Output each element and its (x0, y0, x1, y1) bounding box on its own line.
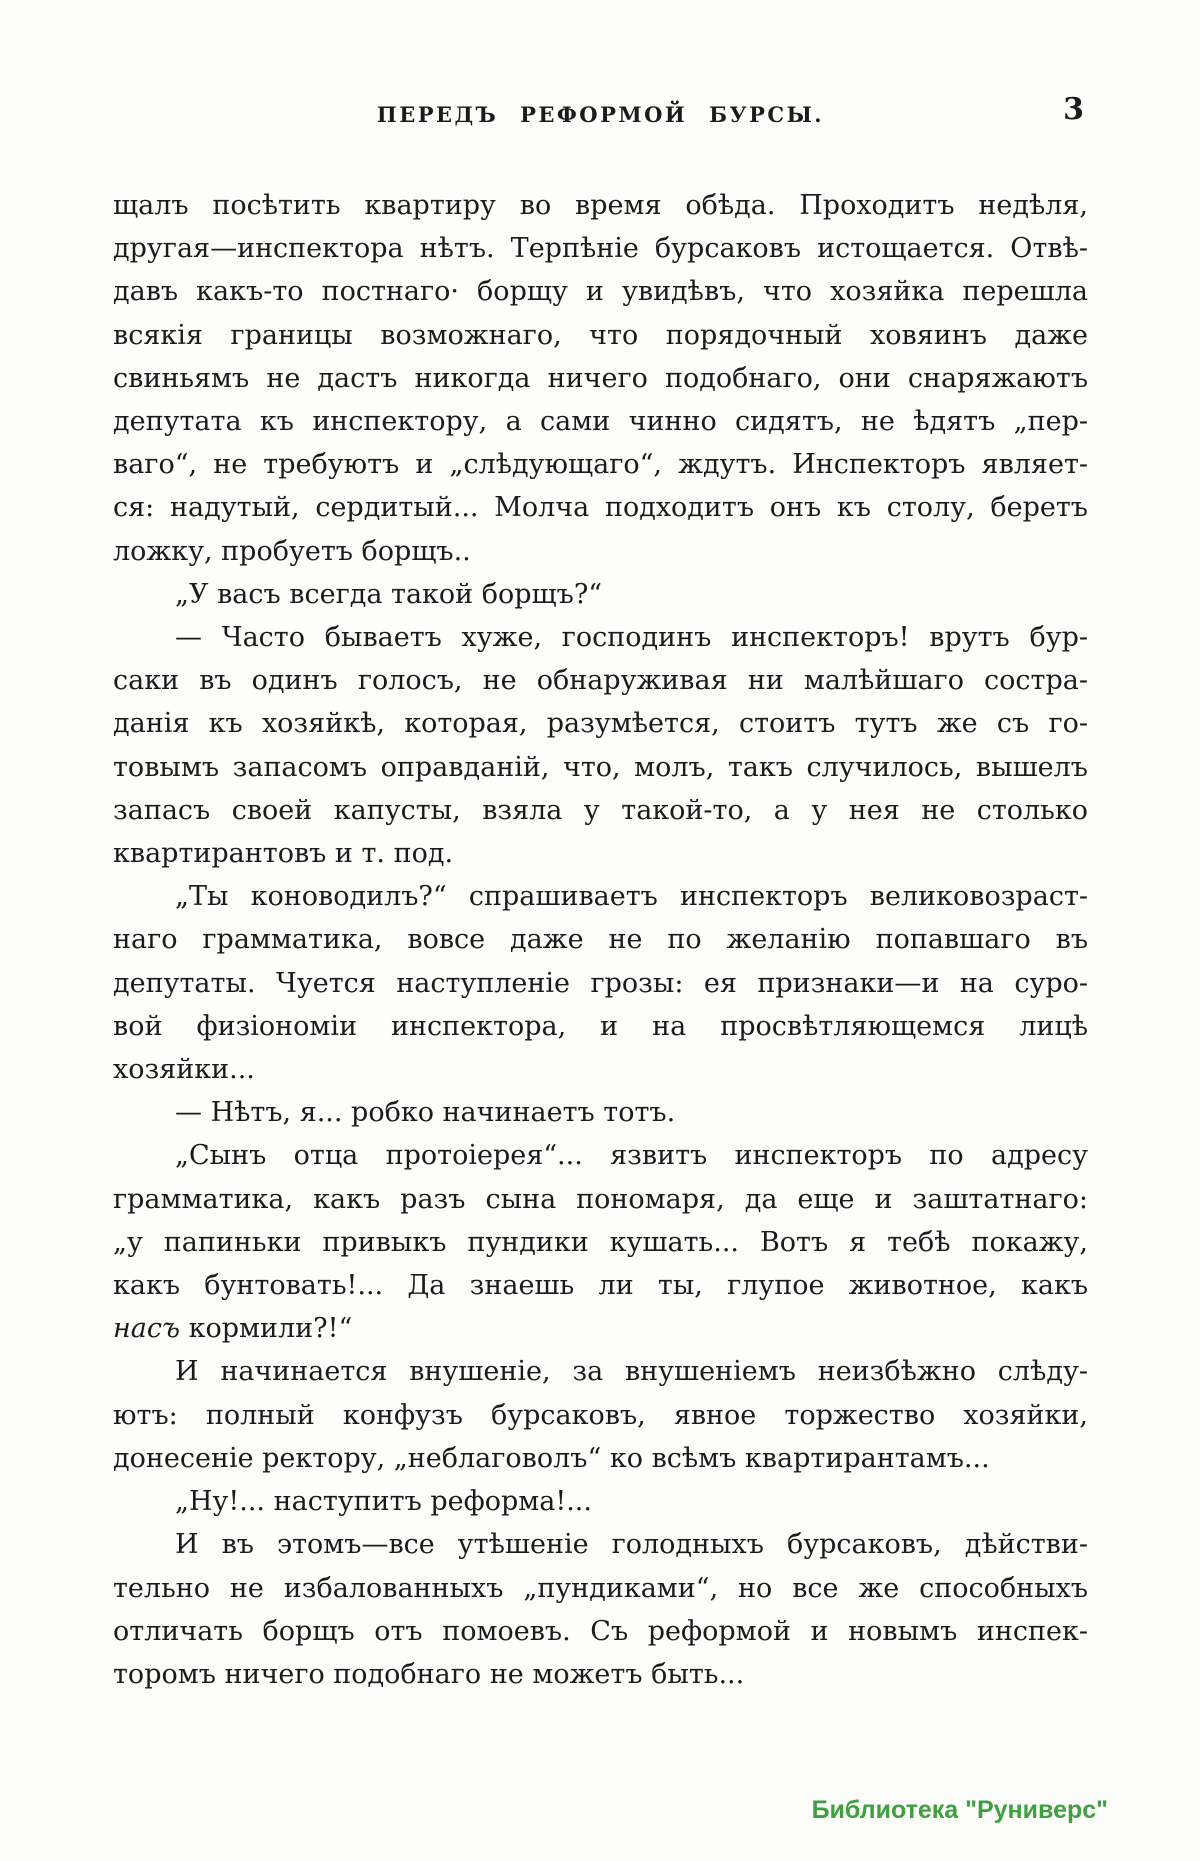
text-line: — Нѣтъ, я... робко начинаетъ тотъ. (175, 1097, 676, 1129)
text-line: депутаты. Чуется наступленіе грозы: ея признаки—и на суро- (113, 967, 1088, 999)
page-header (113, 92, 1088, 138)
text-line: торомъ ничего подобнаго не можетъ быть... (113, 1658, 745, 1690)
text-line: другая—инспектора нѣтъ. Терпѣніе бурсаковъ истощается. Отвѣ- (113, 233, 1088, 265)
text-line: хозяйки... (113, 1054, 255, 1086)
text-line: наго грамматика, вовсе даже не по желанію попавшаго въ (113, 924, 1088, 956)
text-line: отличать борщъ отъ помоевъ. Съ реформой и новымъ инспек- (113, 1615, 1088, 1647)
text-line: И въ этомъ—все утѣшеніе голодныхъ бурсаковъ, дѣйстви- (175, 1529, 1088, 1561)
text-line: ложку, пробуетъ борщъ.. (113, 535, 471, 567)
text-line: всякія границы возможнаго, что порядочный ховяинъ даже (113, 319, 1088, 351)
text-line: запасъ своей капусты, взяла у такой-то, а у нея не столько (113, 794, 1088, 826)
text-line: „у папиньки привыкъ пундики кушать... Вотъ я тебѣ покажу, (113, 1226, 1088, 1258)
text-line: товымъ запасомъ оправданій, что, молъ, такъ случилось, вышелъ (113, 751, 1088, 783)
text-line: „У васъ всегда такой борщъ?“ (175, 578, 603, 610)
text-line (113, 1307, 1088, 1350)
body-text (113, 184, 1088, 1696)
text-line: тельно не избалованныхъ „пундиками“, но все же способныхъ (113, 1572, 1088, 1604)
text-line: щалъ посѣтить квартиру во время обѣда. Проходитъ недѣля, (113, 190, 1088, 221)
text-line: грамматика, какъ разъ сына пономаря, да еще и заштатнаго: (113, 1183, 1088, 1215)
text-line: донесеніе ректору, „неблаговолъ“ ко всѣмъ квартирантамъ... (113, 1442, 990, 1474)
text-segment: кормили?!“ (180, 1313, 353, 1345)
library-watermark: Библиотека "Руниверс" (811, 1796, 1108, 1824)
text-line: свиньямъ не дастъ никогда ничего подобнаго, они снаряжаютъ (113, 362, 1088, 394)
text-line: ся: надутый, сердитый... Молча подходитъ онъ къ столу, беретъ (113, 492, 1088, 524)
page-number: 3 (1063, 92, 1084, 127)
text-line: вой физіономіи инспектора, и на просвѣтляющемся лицѣ (113, 1010, 1088, 1042)
text-line: какъ бунтовать!... Да знаешь ли ты, глупое животное, какъ (113, 1270, 1088, 1302)
text-line: „Ты коноводилъ?“ спрашиваетъ инспекторъ великовозраст- (175, 881, 1088, 913)
text-line: квартирантовъ и т. под. (113, 838, 454, 870)
text-line: — Часто бываетъ хуже, господинъ инспекторъ! врутъ бур- (175, 622, 1088, 654)
text-line: данія къ хозяйкѣ, которая, разумѣется, стоитъ тутъ же съ го- (113, 708, 1088, 740)
text-line: „Ну!... наступитъ реформа!... (175, 1486, 592, 1518)
text-line: И начинается внушеніе, за внушеніемъ неизбѣжно слѣду- (175, 1356, 1088, 1388)
text-line: давъ какъ-то постнаго· борщу и увидѣвъ, что хозяйка перешла (113, 276, 1088, 308)
text-line: ютъ: полный конфузъ бурсаковъ, явное торжество хозяйки, (113, 1399, 1088, 1431)
text-line: ваго“, не требуютъ и „слѣдующаго“, ждутъ. Инспекторъ являет- (113, 449, 1088, 481)
running-title: ПЕРЕДЪ РЕФОРМОЙ БУРСЫ. (376, 102, 825, 127)
italic-text: насъ (113, 1313, 180, 1345)
text-line: саки въ одинъ голосъ, не обнаруживая ни малѣйшаго состра- (113, 665, 1088, 697)
text-line: депутата къ инспектору, а сами чинно сидятъ, не ѣдятъ „пер- (113, 406, 1088, 438)
text-line: „Сынъ отца протоіерея“... язвитъ инспекторъ по адресу (175, 1140, 1088, 1172)
